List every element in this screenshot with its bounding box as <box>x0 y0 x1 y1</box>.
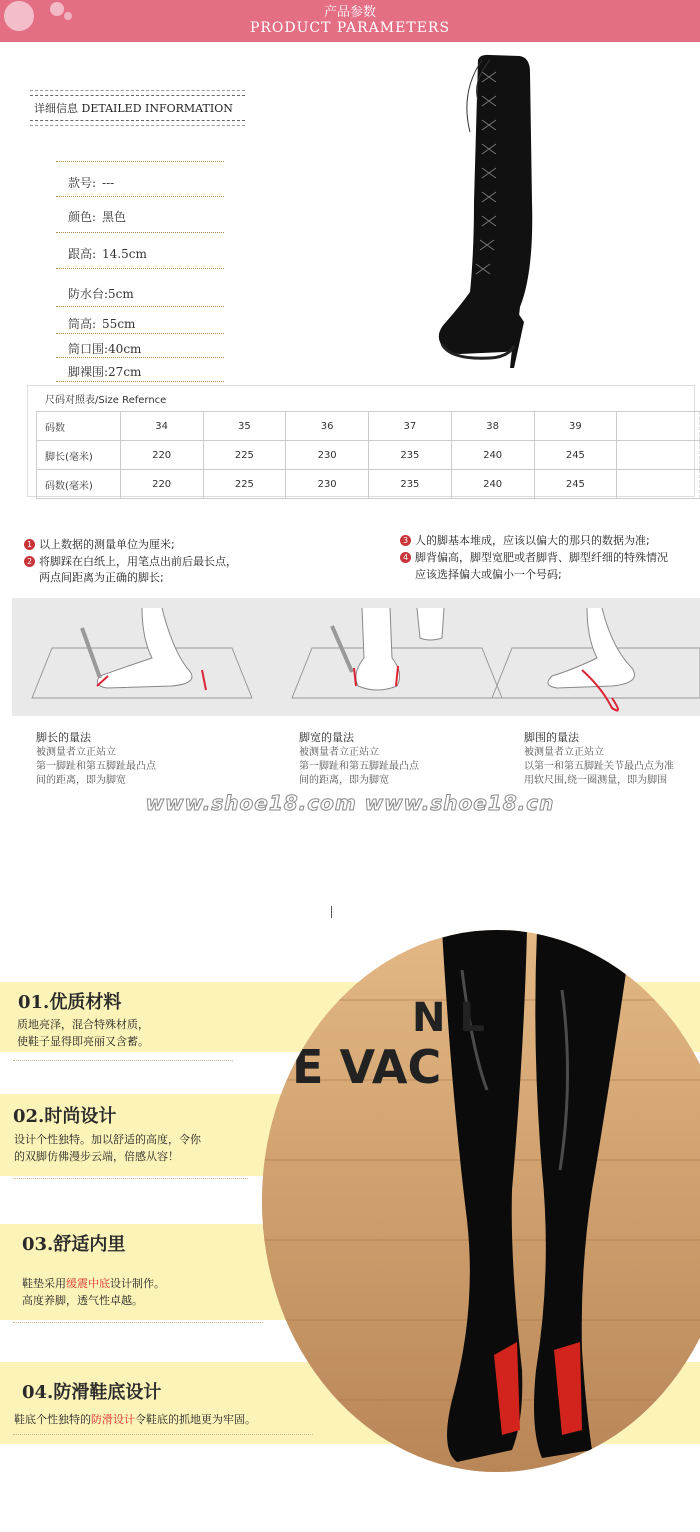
note-2 <box>24 554 237 570</box>
table-cell: 225 <box>203 441 286 470</box>
number-4-icon: 4 <box>400 552 411 563</box>
spec-key: 筒口围: <box>68 342 109 356</box>
size-table-caption: 尺码对照表/Size Refernce <box>45 395 167 406</box>
divider <box>56 196 224 197</box>
table-cell: 38 <box>451 412 534 441</box>
spec-key: 颜色: <box>68 210 97 224</box>
measure-title: 脚围的量法 <box>524 731 579 744</box>
note-text: 人的脚基本堆成，应该以偏大的那只的数据为准; <box>415 534 650 547</box>
feature-title: 03.舒适内里 <box>22 1234 126 1255</box>
header-banner <box>0 0 700 42</box>
detail-title: 详细信息 DETAILED INFORMATION <box>30 95 245 121</box>
spec-row <box>58 208 223 225</box>
foot-measure-drawing <box>12 598 700 716</box>
divider <box>56 333 224 334</box>
table-cell: 脚长(毫米) <box>37 441 121 470</box>
spec-value: 55cm <box>102 317 136 331</box>
spec-row <box>58 315 223 332</box>
table-cell: 36 <box>286 412 369 441</box>
spec-value: --- <box>102 176 115 190</box>
table-cell: 245 <box>534 441 617 470</box>
table-cell: 245 <box>534 470 617 499</box>
feature-title: 01.优质材料 <box>18 992 122 1013</box>
table-cell: 39 <box>534 412 617 441</box>
spec-row <box>58 174 223 191</box>
divider <box>56 161 224 162</box>
spec-key: 筒高: <box>68 317 97 331</box>
table-cell: 235 <box>369 441 452 470</box>
note-text: 将脚踩在白纸上，用笔点出前后最长点， <box>39 555 237 568</box>
measure-title: 脚长的量法 <box>36 731 91 744</box>
table-cell: 码数 <box>37 412 121 441</box>
spec-value: 黑色 <box>102 210 127 224</box>
table-cell: 码数(毫米) <box>37 470 121 499</box>
note-4-cont: 应该选择偏大或偏小一个号码; <box>415 568 562 581</box>
divider <box>56 306 224 307</box>
feature-desc: 设计个性独特。加以舒适的高度，令你 的双脚仿佛漫步云端，倍感从容！ <box>14 1133 201 1163</box>
table-cell: 220 <box>120 470 203 499</box>
table-cell: 230 <box>286 441 369 470</box>
table-row <box>37 470 700 499</box>
spec-key: 防水台: <box>68 287 109 301</box>
table-cell <box>617 470 700 499</box>
table-cell: 240 <box>451 441 534 470</box>
measurement-illustration <box>12 598 700 716</box>
spec-value: 14.5cm <box>102 247 147 261</box>
divider <box>13 1060 233 1061</box>
boot-product-image <box>420 52 560 372</box>
table-row <box>37 412 700 441</box>
note-3 <box>400 533 650 549</box>
number-3-icon: 3 <box>400 535 411 546</box>
feature-desc: 质地亮泽，混合特殊材质， 使鞋子显得即亮丽又含蓄。 <box>17 1018 149 1048</box>
table-cell: 37 <box>369 412 452 441</box>
watermark-text: www.shoe18.com www.shoe18.cn <box>145 791 555 815</box>
photo-background-text: N L <box>412 995 485 1041</box>
spec-value: 5cm <box>108 287 134 301</box>
spec-value: 40cm <box>108 342 142 356</box>
feature-title: 04.防滑鞋底设计 <box>22 1382 162 1403</box>
table-cell: 34 <box>120 412 203 441</box>
note-text: 以上数据的测量单位为厘米; <box>39 538 175 551</box>
photo-background-text: E VAC <box>292 1040 442 1094</box>
table-row <box>37 441 700 470</box>
note-1 <box>24 537 175 553</box>
table-cell: 240 <box>451 470 534 499</box>
spec-key: 款号: <box>68 176 97 190</box>
table-cell: 220 <box>120 441 203 470</box>
table-cell: 235 <box>369 470 452 499</box>
divider <box>56 232 224 233</box>
divider <box>13 1322 263 1323</box>
number-1-icon: 1 <box>24 539 35 550</box>
divider <box>13 1178 248 1179</box>
note-2-cont: 两点间距离为正确的脚长; <box>39 571 164 584</box>
table-cell <box>617 441 700 470</box>
header-title-en: PRODUCT PARAMETERS <box>249 20 451 36</box>
header-title-cn: 产品参数 <box>323 5 376 20</box>
feature-desc: 鞋底个性独特的防滑设计令鞋底的抓地更为牢固。 <box>14 1413 256 1426</box>
size-table <box>36 411 700 499</box>
spec-row <box>58 245 223 262</box>
spec-row <box>58 363 223 380</box>
feature-desc: 鞋垫采用缓震中底设计制作。 高度养脚，透气性卓越。 <box>22 1277 165 1307</box>
divider <box>56 381 224 382</box>
spec-key: 跟高: <box>68 247 97 261</box>
spec-row <box>58 285 223 302</box>
measure-desc: 被测量者立正站立 以第一和第五脚趾关节最凸点为准 用软尺围,绕一圈测量，即为脚围 <box>524 747 674 786</box>
note-text: 脚背偏高，脚型宽肥或者脚背、脚型纤细的特殊情况 <box>415 551 668 564</box>
feature-title: 02.时尚设计 <box>13 1106 117 1127</box>
number-2-icon: 2 <box>24 556 35 567</box>
note-4 <box>400 550 668 566</box>
divider-tick <box>331 906 332 918</box>
spec-key: 脚裸围: <box>68 365 109 379</box>
divider <box>56 268 224 269</box>
measure-title: 脚宽的量法 <box>299 731 354 744</box>
table-cell: 230 <box>286 470 369 499</box>
table-cell <box>617 412 700 441</box>
table-cell: 35 <box>203 412 286 441</box>
measure-desc: 被测量者立正站立 第一脚趾和第五脚趾最凸点 间的距离，即为脚宽 <box>36 747 156 786</box>
measure-desc: 被测量者立正站立 第一脚趾和第五脚趾最凸点 间的距离，即为脚宽 <box>299 747 419 786</box>
table-cell: 225 <box>203 470 286 499</box>
divider <box>13 1434 313 1435</box>
spec-row <box>58 340 223 357</box>
spec-value: 27cm <box>108 365 142 379</box>
divider <box>56 357 224 358</box>
